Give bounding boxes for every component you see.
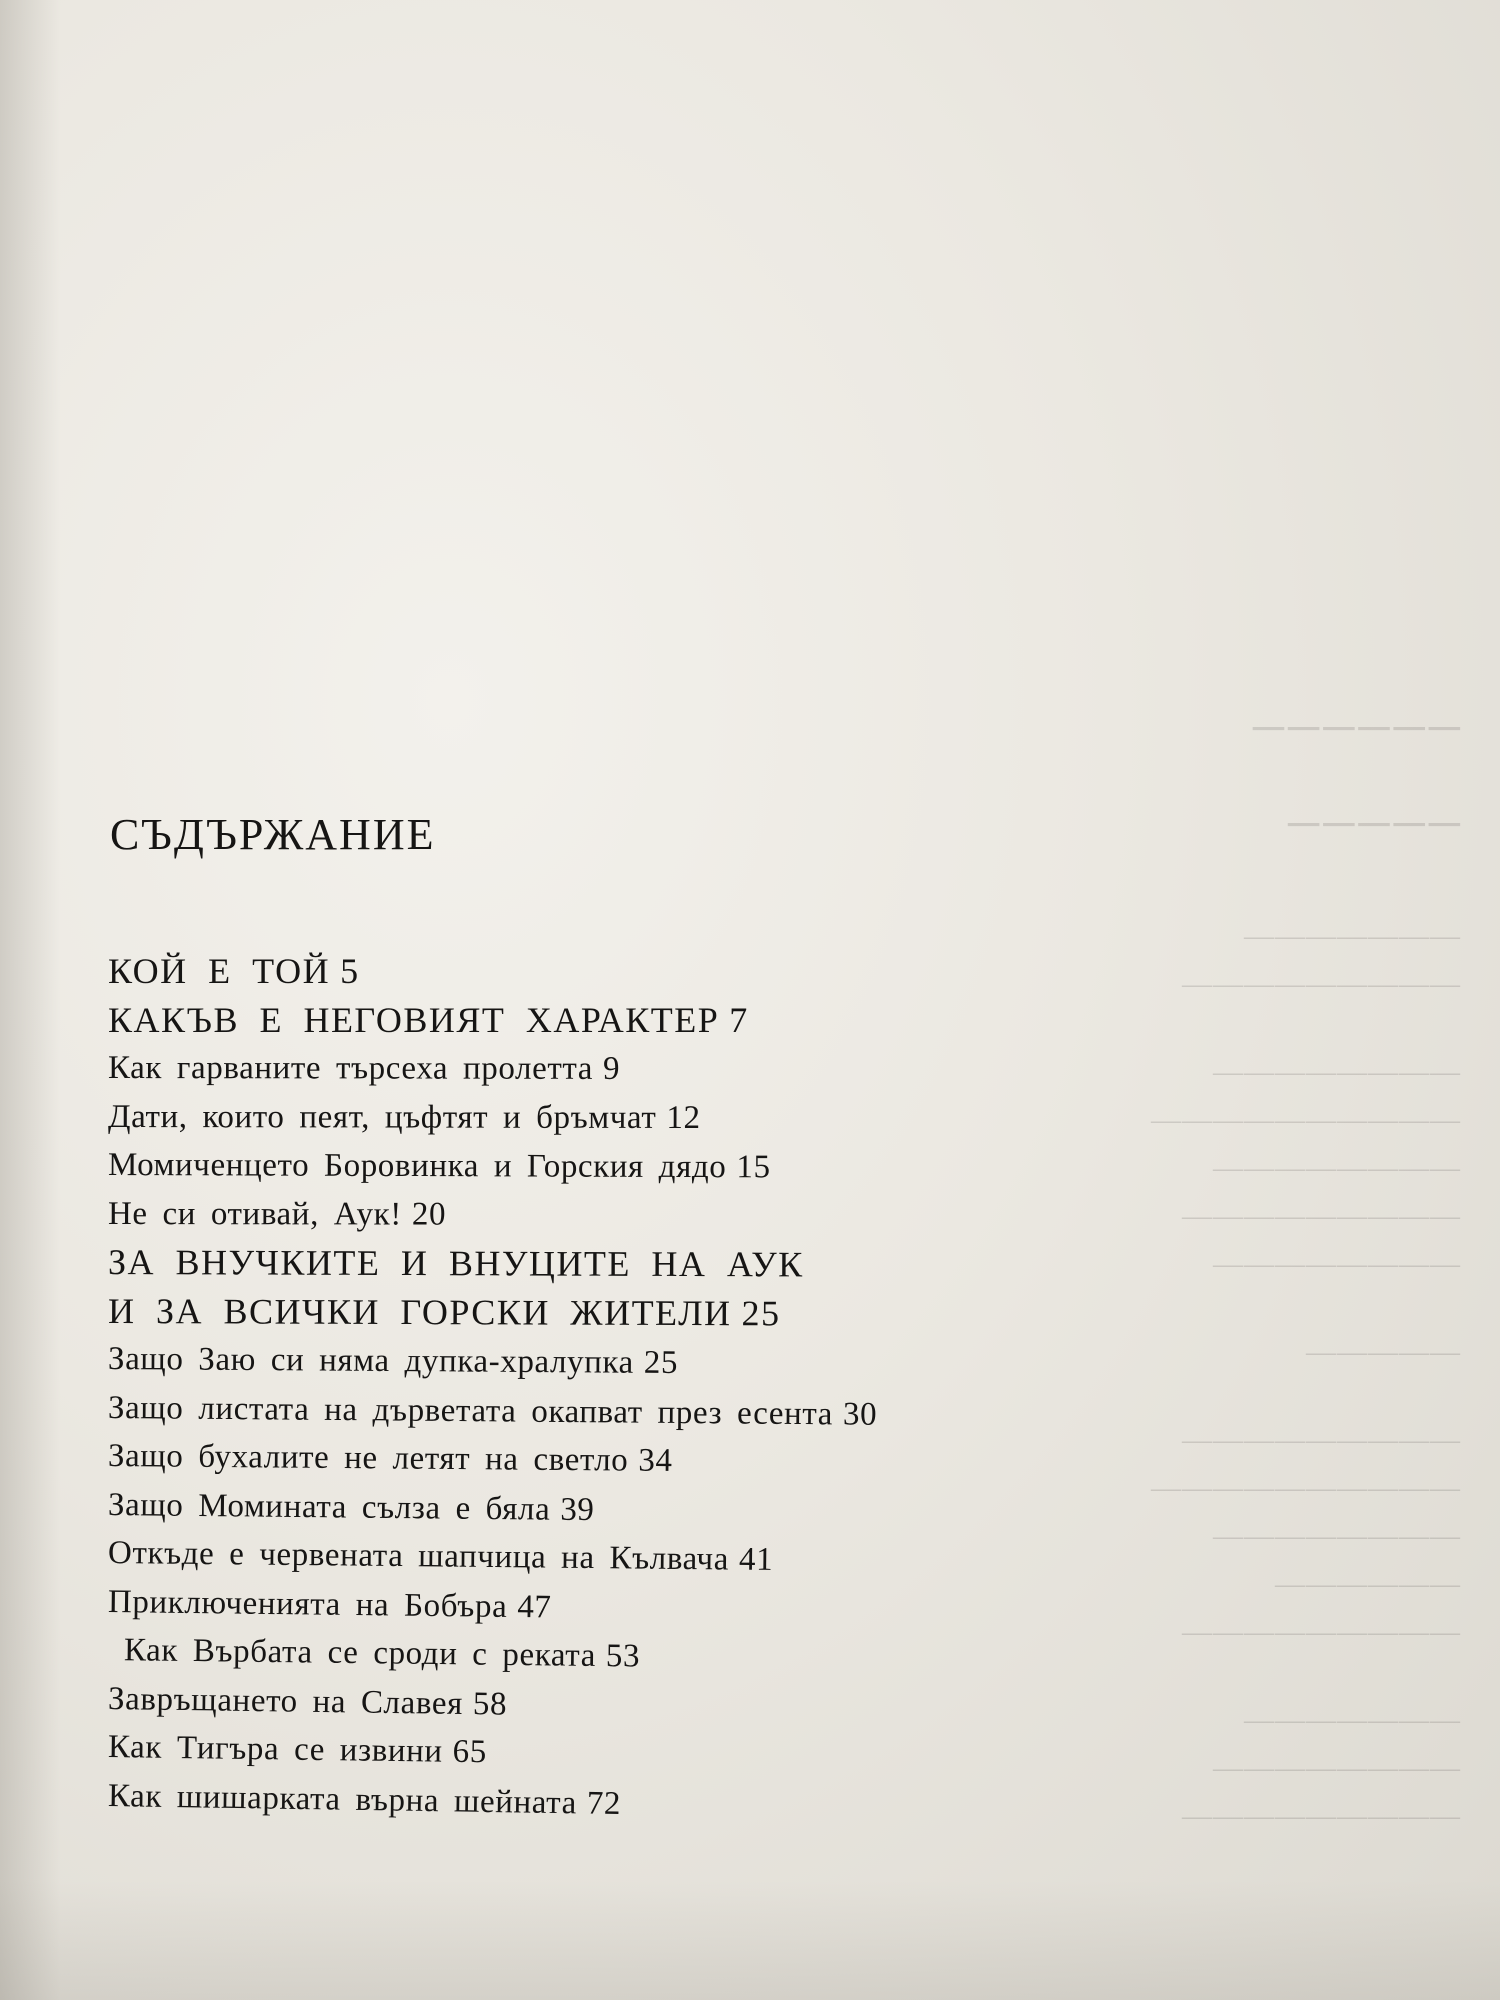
toc-entry-title: КАКЪВ Е НЕГОВИЯТ ХАРАКТЕР bbox=[108, 999, 720, 1040]
toc-entry-title: Защо листата на дърветата окапват през есента bbox=[107, 1389, 834, 1432]
toc-entry bbox=[108, 1190, 1158, 1240]
toc-section-entry bbox=[108, 947, 1158, 996]
toc-entry-page-number: 30 bbox=[842, 1395, 878, 1433]
toc-entry-page-number: 5 bbox=[340, 951, 360, 991]
toc-entry-page-number: 25 bbox=[643, 1344, 679, 1381]
toc-entry-title: Завръщането на Славея bbox=[107, 1680, 464, 1722]
toc-entry-page-number: 25 bbox=[741, 1292, 781, 1333]
toc-entry-page-number: 20 bbox=[411, 1196, 447, 1233]
toc-entry-page-number: 58 bbox=[472, 1685, 508, 1723]
toc-entry-title: КОЙ Е ТОЙ bbox=[108, 951, 331, 991]
toc-entry-page-number: 47 bbox=[517, 1588, 552, 1625]
toc-entry-title: Защо Заю си няма дупка-хралупка bbox=[107, 1341, 634, 1381]
table-of-contents bbox=[108, 805, 1158, 1820]
spine-shadow bbox=[0, 0, 60, 2000]
toc-title: СЪДЪРЖАНИЕ bbox=[110, 810, 436, 859]
toc-entry bbox=[108, 1093, 1158, 1143]
toc-entry-page-number: 41 bbox=[738, 1541, 774, 1578]
toc-entry-page-number: 65 bbox=[452, 1733, 488, 1771]
toc-entry-title: ЗА ВНУЧКИТЕ И ВНУЦИТЕ НА АУК bbox=[107, 1242, 804, 1285]
toc-entry-page-number: 15 bbox=[736, 1149, 771, 1186]
toc-entry-title: Дати, които пеят, цъфтят и бръмчат bbox=[107, 1098, 657, 1136]
toc-entry-title: Защо Момината сълза е бяла bbox=[107, 1486, 551, 1528]
toc-entry-title: Не си отивай, Аук! bbox=[107, 1195, 402, 1233]
toc-entry-title: Как Тигъра се извини bbox=[107, 1729, 443, 1770]
toc-section-entry bbox=[108, 1238, 1158, 1290]
toc-entry-title: Как шишарката върна шейната bbox=[107, 1777, 578, 1821]
toc-entry-page-number: 34 bbox=[638, 1442, 673, 1479]
toc-section-entry bbox=[108, 996, 1158, 1045]
toc-section-entry bbox=[108, 1287, 1158, 1339]
toc-entry bbox=[108, 1044, 1158, 1094]
toc-entry-title: Как гарваните търсеха пролетта bbox=[107, 1050, 594, 1087]
toc-entry-title: И ЗА ВСИЧКИ ГОРСКИ ЖИТЕЛИ bbox=[107, 1290, 732, 1333]
toc-entry-title: Как Върбата се сроди с реката bbox=[123, 1632, 597, 1674]
toc-entry-title: Откъде е червената шапчица на Кълвача bbox=[107, 1535, 730, 1578]
toc-entry bbox=[108, 1141, 1158, 1193]
toc-entry-page-number: 72 bbox=[586, 1785, 622, 1822]
toc-entry-page-number: 53 bbox=[605, 1638, 641, 1675]
toc-entry bbox=[108, 1335, 1158, 1391]
toc-entry-page-number: 12 bbox=[666, 1099, 701, 1136]
toc-entry bbox=[108, 1432, 1158, 1490]
toc-list bbox=[108, 947, 1158, 1820]
toc-entry-title: Защо бухалите не летят на светло bbox=[107, 1438, 629, 1479]
toc-entry-page-number: 7 bbox=[729, 999, 749, 1040]
show-through-text: ────── ───── ——————— ————————— ———————— —————————— ———————— ————————— ———————— ————— ————————— —————————— ———————— —————— ————————— ——————— ———————— ————————— bbox=[1150, 703, 1460, 1832]
toc-entry-page-number: 39 bbox=[560, 1491, 595, 1528]
toc-entry-title: Приключенията на Бобъра bbox=[107, 1583, 508, 1625]
toc-entry-page-number: 9 bbox=[603, 1050, 621, 1087]
page-bottom-shadow bbox=[0, 1880, 1500, 2000]
toc-entry-title: Момиченцето Боровинка и Горския дядо bbox=[107, 1147, 727, 1186]
